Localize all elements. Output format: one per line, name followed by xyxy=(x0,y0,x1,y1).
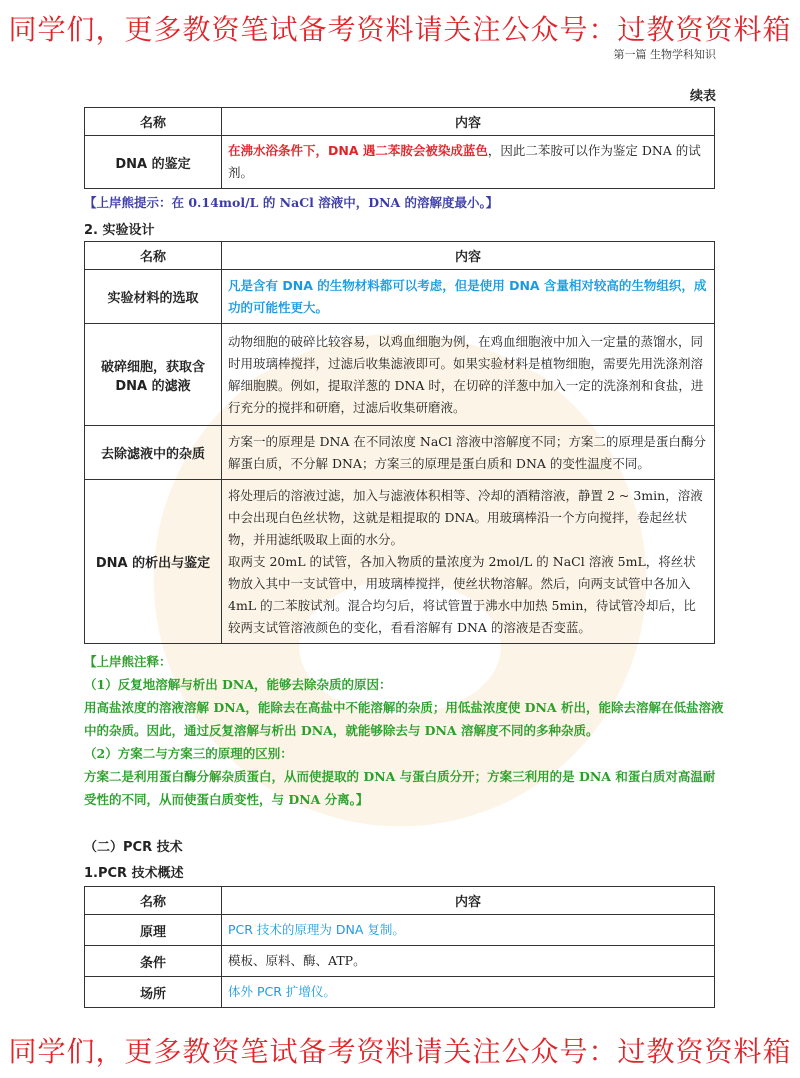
table-row xyxy=(85,977,715,1008)
annotation-question: （1）反复地溶解与析出 DNA，能够去除杂质的原因： xyxy=(84,677,392,692)
annotation-answer: 用高盐浓度的溶液溶解 DNA，能除去在高盐中不能溶解的杂质；用低盐浓度使 DNA 析出，能除去溶解在低盐溶液中的杂质。因此，通过反复溶解与析出 DNA，就能够除去与 DNA 溶解度不同的多种杂质。 xyxy=(84,700,724,738)
row-name: 实验材料的选取 xyxy=(85,270,222,324)
table-header-content: 内容 xyxy=(222,887,715,915)
table-row xyxy=(85,136,715,189)
row-name: 破碎细胞，获取含 DNA 的滤液 xyxy=(85,324,222,426)
table-row xyxy=(85,480,715,644)
row-content xyxy=(222,136,715,189)
row-content: PCR 技术的原理为 DNA 复制。 xyxy=(222,915,715,946)
plain-text: ，因此二苯胺可以作为鉴定 DNA 的试剂。 xyxy=(228,143,701,180)
bottom-banner: 同学们，更多教资笔试备考资料请关注公众号：过教资资料箱 xyxy=(8,1035,792,1068)
row-name: 原理 xyxy=(85,915,222,946)
row-paragraph: 取两支 20mL 的试管，各加入物质的量浓度为 2mol/L 的 NaCl 溶液 5mL，将丝状物放入其中一支试管中，用玻璃棒搅拌，使丝状物溶解。然后，向两支试管中各加入 4mL 的二苯胺试剂。混合均匀后，将试管置于沸水中加热 5min，待试管冷却后，比较两支试管溶液颜色的变化，看看溶解有 DNA 的溶液是否变蓝。 xyxy=(228,553,696,635)
table-header-name: 名称 xyxy=(85,887,222,915)
annotation-question: （2）方案二与方案三的原理的区别： xyxy=(84,746,293,761)
table-header-content: 内容 xyxy=(222,242,715,270)
top-banner: 同学们，更多教资笔试备考资料请关注公众号：过教资资料箱 xyxy=(8,13,792,46)
row-content xyxy=(222,480,715,644)
annotation-title: 【上岸熊注释： xyxy=(84,654,172,669)
row-name: DNA 的析出与鉴定 xyxy=(85,480,222,644)
table-experiment-design xyxy=(84,241,715,644)
table-header-content: 内容 xyxy=(222,108,715,136)
table-row xyxy=(85,324,715,426)
row-name: DNA 的鉴定 xyxy=(85,136,222,189)
table-header-name: 名称 xyxy=(85,108,222,136)
section-heading-pcr: （二）PCR 技术 xyxy=(84,840,183,855)
row-content: 体外 PCR 扩增仪。 xyxy=(222,977,715,1008)
row-name: 场所 xyxy=(85,977,222,1008)
annotation-notes xyxy=(84,650,724,811)
row-content: 模板、原料、酶、ATP。 xyxy=(222,946,715,977)
continued-label: 续表 xyxy=(689,89,716,104)
section-heading-pcr-overview: 1.PCR 技术概述 xyxy=(84,866,184,881)
row-name: 条件 xyxy=(85,946,222,977)
table-row xyxy=(85,946,715,977)
table-row xyxy=(85,915,715,946)
row-name: 去除滤液中的杂质 xyxy=(85,426,222,480)
highlight-text: 在沸水浴条件下，DNA 遇二苯胺会被染成蓝色 xyxy=(228,143,488,158)
row-content: 动物细胞的破碎比较容易，以鸡血细胞为例，在鸡血细胞液中加入一定量的蒸馏水，同时用玻璃棒搅拌，过滤后收集滤液即可。如果实验材料是植物细胞，需要先用洗涤剂溶解细胞膜。例如，提取洋葱的 DNA 时，在切碎的洋葱中加入一定的洗涤剂和食盐，进行充分的搅拌和研磨，过滤后收集研磨液。 xyxy=(222,324,715,426)
section-heading-design: 2. 实验设计 xyxy=(84,223,155,238)
table-row xyxy=(85,270,715,324)
tip-note: 【上岸熊提示：在 0.14mol/L 的 NaCl 溶液中，DNA 的溶解度最小。】 xyxy=(84,195,499,210)
table-pcr-overview xyxy=(84,886,715,1008)
table-row xyxy=(85,426,715,480)
row-paragraph: 将处理后的溶液过滤，加入与滤液体积相等、冷却的酒精溶液，静置 2 ~ 3min，溶液中会出现白色丝状物，这就是粗提取的 DNA。用玻璃棒沿一个方向搅拌，卷起丝状物，并用滤纸吸取上面的水分。 xyxy=(228,487,703,547)
annotation-answer: 方案二是利用蛋白酶分解杂质蛋白，从而使提取的 DNA 与蛋白质分开；方案三利用的是 DNA 和蛋白质对高温耐受性的不同，从而使蛋白质变性，与 DNA 分离。】 xyxy=(84,769,716,807)
table-dna-identification xyxy=(84,107,715,189)
row-content: 方案一的原理是 DNA 在不同浓度 NaCl 溶液中溶解度不同；方案二的原理是蛋白酶分解蛋白质，不分解 DNA；方案三的原理是蛋白质和 DNA 的变性温度不同。 xyxy=(222,426,715,480)
table-header-name: 名称 xyxy=(85,242,222,270)
running-head: 第一篇 生物学科知识 xyxy=(613,48,716,61)
row-content: 凡是含有 DNA 的生物材料都可以考虑，但是使用 DNA 含量相对较高的生物组织，成功的可能性更大。 xyxy=(222,270,715,324)
